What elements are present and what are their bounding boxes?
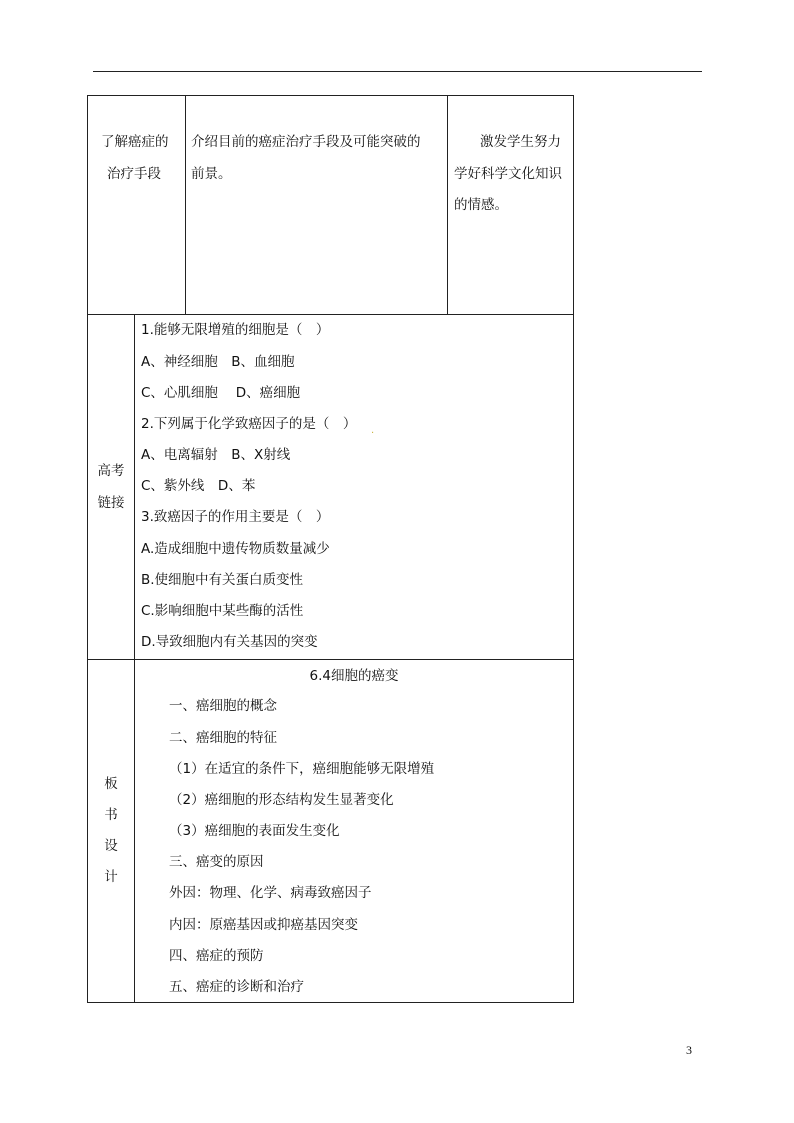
option-line: C、紫外线 D、苯	[141, 478, 256, 494]
row1-col1-cell	[87, 95, 186, 315]
row1-col3-line: 激发学生努力	[480, 134, 561, 150]
board-label-cell	[87, 659, 135, 1003]
board-title: 6.4细胞的癌变	[309, 668, 399, 684]
gaokao-label-line: 链接	[97, 495, 125, 511]
gaokao-label-cell	[87, 314, 135, 660]
board-line: 四、癌症的预防	[169, 948, 264, 964]
page-number: 3	[686, 1043, 692, 1057]
board-line: 外因：物理、化学、病毒致癌因子	[169, 885, 372, 901]
row1-col3-line: 的情感。	[454, 197, 508, 213]
row1-col1-line: 治疗手段	[107, 166, 161, 182]
board-label-char: 书	[104, 807, 118, 823]
row1-col1-line: 了解癌症的	[101, 134, 169, 150]
board-label-char: 计	[104, 869, 118, 885]
option-line: A、神经细胞 B、血细胞	[141, 354, 295, 370]
row1-col2-line: 介绍目前的癌症治疗手段及可能突破的	[191, 134, 421, 150]
row1-col2-cell	[185, 95, 448, 315]
option-line: C.影响细胞中某些酶的活性	[141, 603, 304, 619]
gaokao-content-cell	[134, 314, 574, 660]
option-line: D.导致细胞内有关基因的突变	[141, 634, 318, 650]
question-line: 1.能够无限增殖的细胞是（ ）	[141, 322, 330, 338]
question-line: 2.下列属于化学致癌因子的是（ ）	[141, 416, 357, 432]
board-label-char: 设	[104, 838, 118, 854]
board-line: 三、癌变的原因	[169, 854, 264, 870]
question-line: 3.致癌因子的作用主要是（ ）	[141, 509, 330, 525]
board-line: （1）在适宜的条件下，癌细胞能够无限增殖	[169, 761, 435, 777]
gaokao-label-line: 高考	[97, 463, 125, 479]
row1-col2-line: 前景。	[191, 166, 232, 182]
option-line: A、电离辐射 B、X射线	[141, 447, 291, 463]
option-line: B.使细胞中有关蛋白质变性	[141, 572, 304, 588]
board-line: 内因：原癌基因或抑癌基因突变	[169, 917, 358, 933]
board-line: 二、癌细胞的特征	[169, 730, 277, 746]
row1-col3-cell	[447, 95, 574, 315]
board-line: （3）癌细胞的表面发生变化	[169, 823, 340, 839]
stray-mark: .	[371, 425, 375, 436]
row1-col3-line: 学好科学文化知识	[454, 166, 562, 182]
header-rule	[93, 71, 702, 72]
option-line: C、心肌细胞 D、癌细胞	[141, 385, 301, 401]
board-line: （2）癌细胞的形态结构发生显著变化	[169, 792, 394, 808]
board-line: 五、癌症的诊断和治疗	[169, 979, 304, 995]
board-line: 一、癌细胞的概念	[169, 698, 277, 714]
board-content-cell	[134, 659, 574, 1003]
board-label-char: 板	[104, 776, 118, 792]
option-line: A.造成细胞中遗传物质数量减少	[141, 541, 330, 557]
